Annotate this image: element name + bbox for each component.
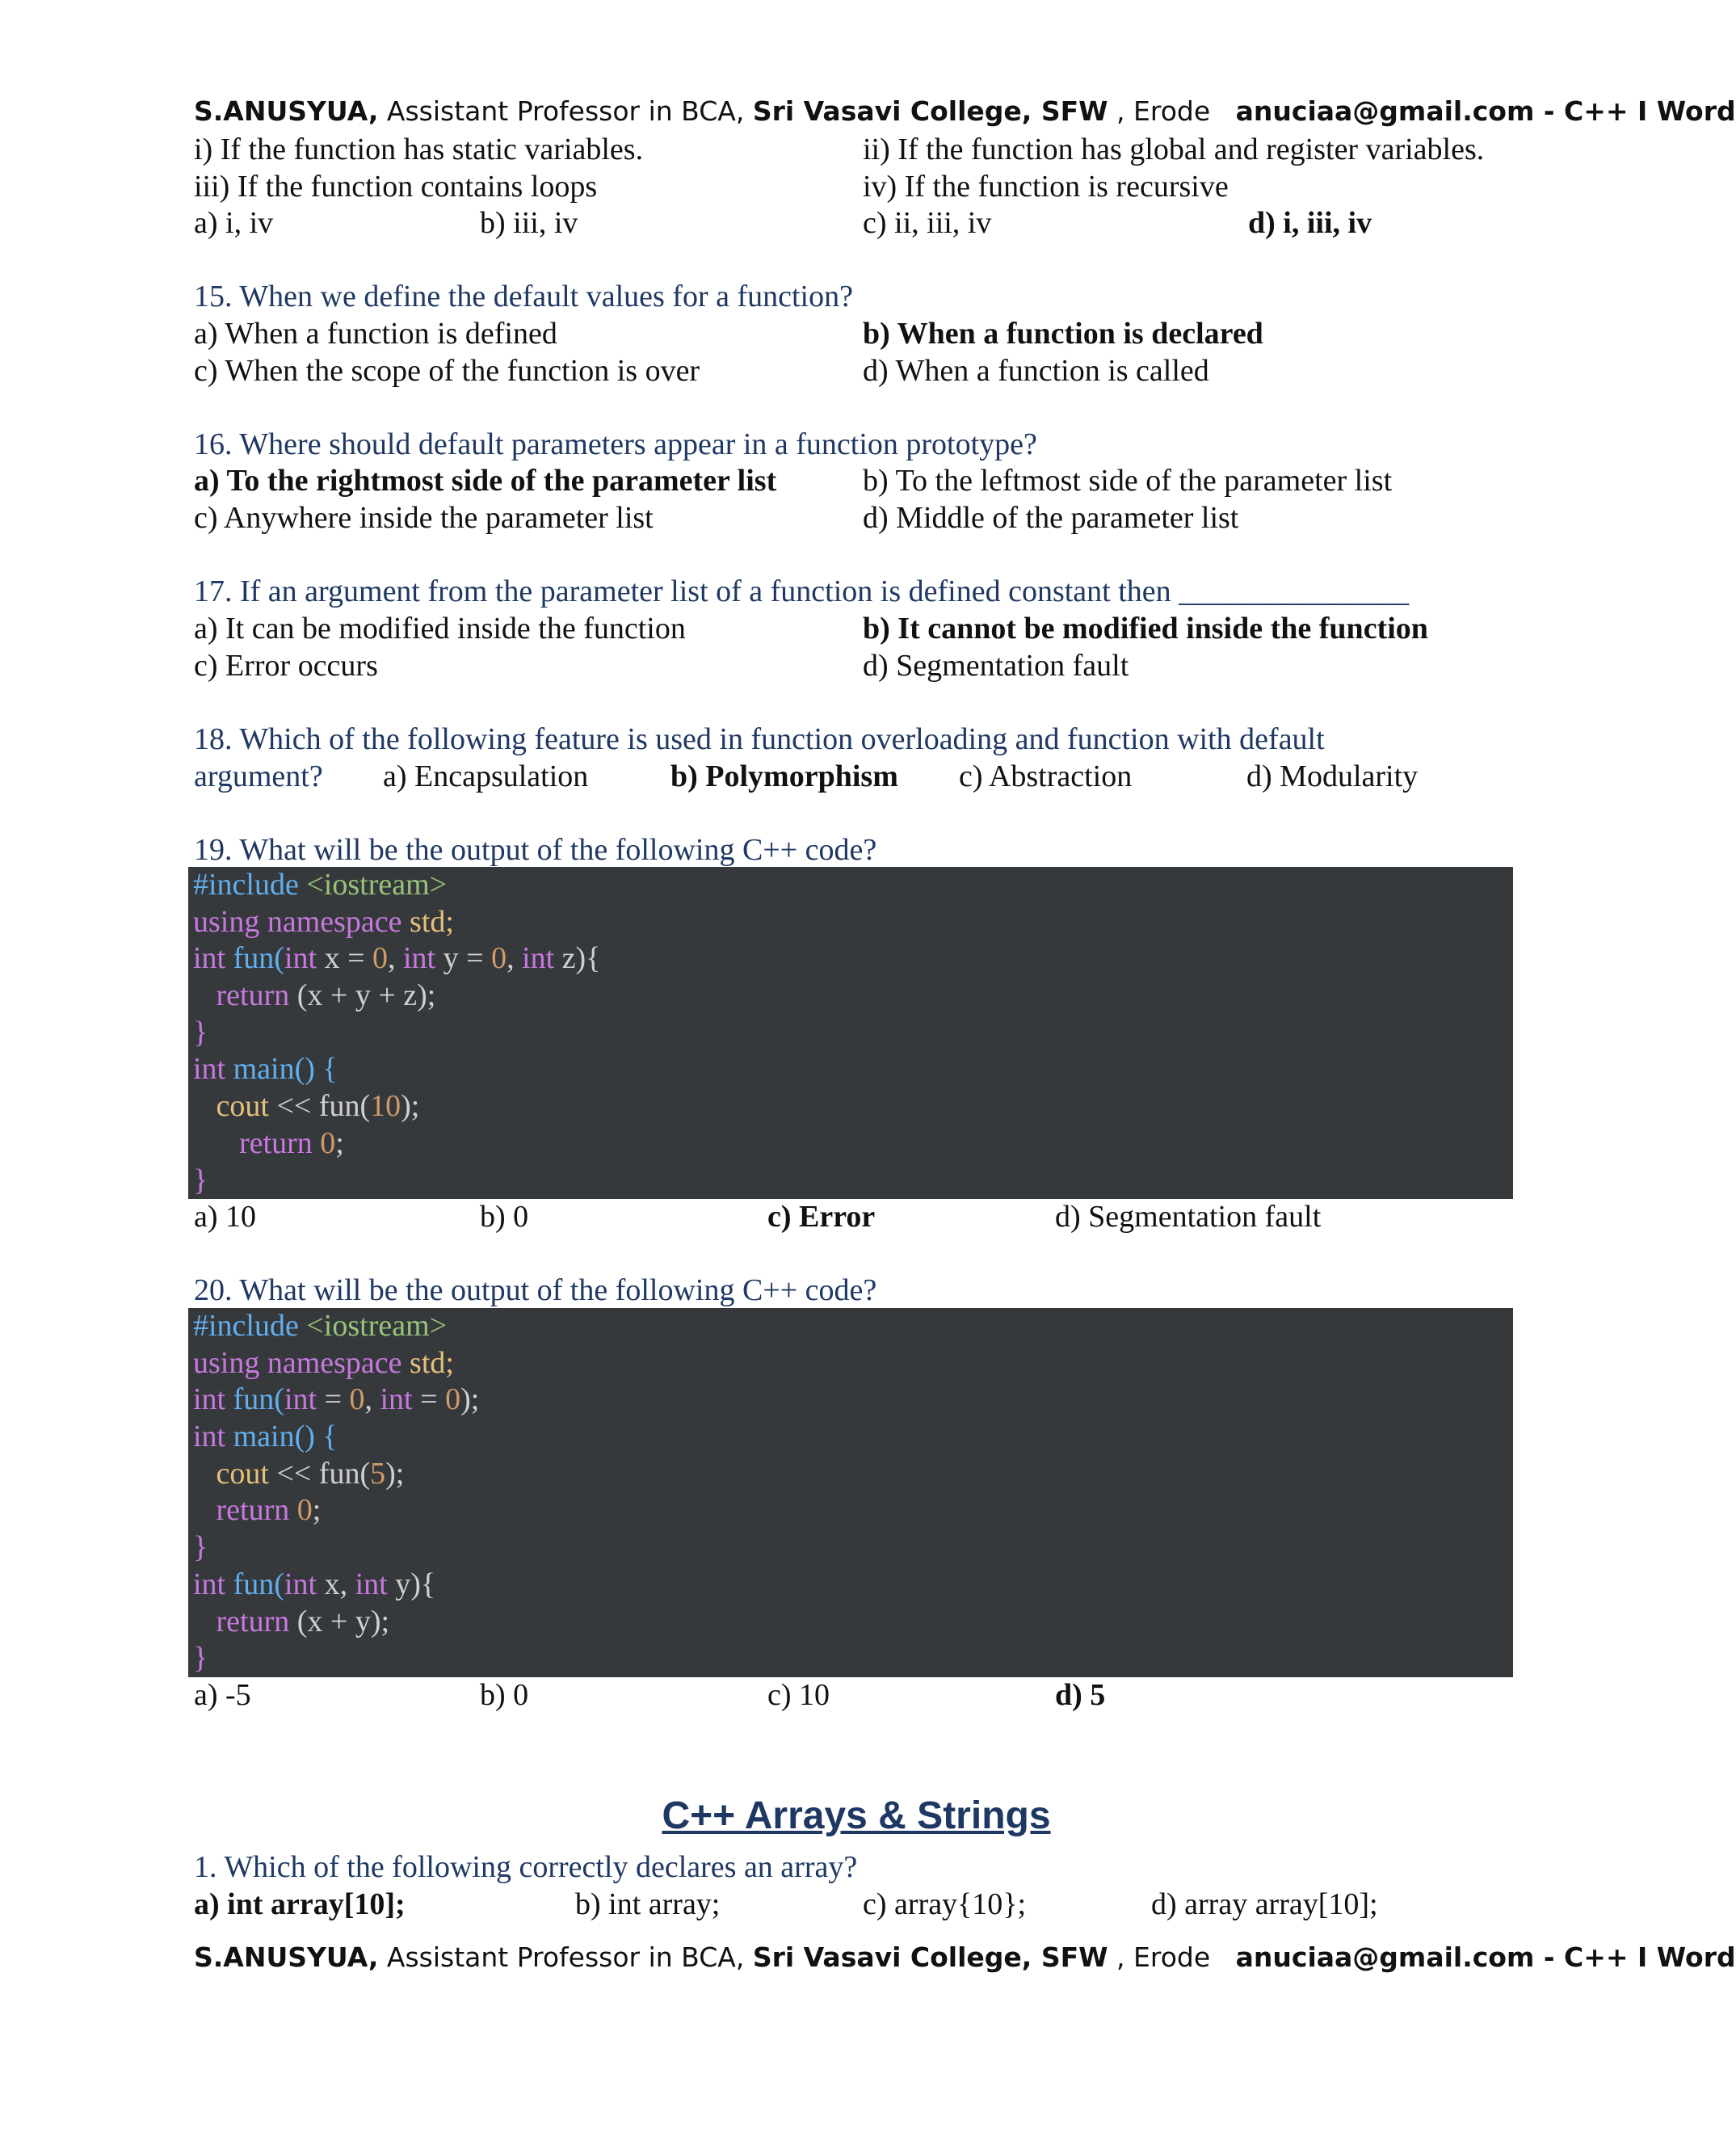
code-line: } [193,1641,208,1676]
arrays-q1-option-a-answer: a) int array[10]; [194,1887,406,1921]
q17-option-d: d) Segmentation fault [863,649,1129,683]
q17-option-a: a) It can be modified inside the function [194,612,686,646]
q20-code-block [188,1308,1513,1677]
q18-option-d: d) Modularity [1246,759,1419,793]
arrays-q1-option-d: d) array array[10]; [1151,1887,1378,1921]
q19-code-block [188,867,1513,1199]
q16-option-a-answer: a) To the rightmost side of the parameter list [194,464,777,498]
code-line: return 0; [193,1493,322,1528]
q18-question-line-1: 18. Which of the following feature is used in function overloading and function with default [194,722,1325,756]
page-header [194,95,1736,134]
q20-option-a: a) -5 [194,1678,251,1712]
q14-option-a: a) i, iv [194,206,274,240]
q20-option-d-answer: d) 5 [1055,1678,1106,1712]
header-place: , Erode [1108,95,1211,127]
footer-place: , Erode [1108,1941,1211,1973]
code-line: return (x + y + z); [193,978,436,1013]
q18-option-c: c) Abstraction [959,759,1133,793]
header-author: S.ANUSYUA, [194,95,379,127]
footer-contact: anuciaa@gmail.com - C++ I Word [1235,1941,1736,1973]
code-line: #include <iostream> [193,868,448,902]
q16-option-d: d) Middle of the parameter list [863,501,1239,535]
q18-option-a: a) Encapsulation [383,759,589,793]
q14-statement-2: ii) If the function has global and register variables. [863,132,1485,166]
q16-option-b: b) To the leftmost side of the parameter list [863,464,1393,498]
q18-option-b-answer: b) Polymorphism [670,759,898,793]
q20-option-b: b) 0 [480,1678,529,1712]
code-line: #include <iostream> [193,1309,448,1343]
q14-statement-3: iii) If the function contains loops [194,170,598,204]
q18-question-line-2: argument? [194,759,323,793]
footer-role: Assistant Professor in BCA, [378,1941,753,1973]
section-heading: C++ Arrays & Strings [662,1794,1051,1837]
q19-question: 19. What will be the output of the following C++ code? [194,833,877,867]
code-line: return (x + y); [193,1604,390,1638]
code-line: cout << fun(5); [193,1456,405,1491]
q20-option-c: c) 10 [767,1678,830,1712]
code-line: } [193,1530,208,1565]
code-line: using namespace std; [193,904,454,939]
header-role: Assistant Professor in BCA, [378,95,753,127]
code-line: cout << fun(10); [193,1089,420,1124]
q14-statement-4: iv) If the function is recursive [863,170,1229,204]
code-line: } [193,1163,208,1197]
q15-option-c: c) When the scope of the function is over [194,354,700,388]
q16-option-c: c) Anywhere inside the parameter list [194,501,654,535]
code-line: } [193,1015,208,1049]
q17-question: 17. If an argument from the parameter list of a function is defined constant then _______________ [194,574,1410,608]
q15-option-b-answer: b) When a function is declared [863,317,1263,351]
header-college: Sri Vasavi College, SFW [752,95,1108,127]
q14-option-d-answer: d) i, iii, iv [1248,206,1372,240]
code-line: return 0; [193,1125,344,1160]
footer-college: Sri Vasavi College, SFW [752,1941,1108,1973]
q17-option-b-answer: b) It cannot be modified inside the function [863,612,1428,646]
q16-question: 16. Where should default parameters appear in a function prototype? [194,427,1037,461]
arrays-q1-option-b: b) int array; [575,1887,721,1921]
q14-option-b: b) iii, iv [480,206,578,240]
footer-author: S.ANUSYUA, [194,1941,379,1973]
q15-option-a: a) When a function is defined [194,317,557,351]
code-line: int fun(int x, int y){ [193,1567,436,1601]
q19-option-d: d) Segmentation fault [1055,1200,1322,1234]
q14-statement-1: i) If the function has static variables. [194,132,644,166]
q19-option-b: b) 0 [480,1200,529,1234]
q20-question: 20. What will be the output of the following C++ code? [194,1273,877,1307]
code-line: int main() { [193,1420,338,1454]
q14-option-c: c) ii, iii, iv [863,206,992,240]
q15-question: 15. When we define the default values for a function? [194,280,853,313]
page-footer [194,1941,1736,1980]
code-line: int fun(int = 0, int = 0); [193,1382,480,1417]
code-line: int fun(int x = 0, int y = 0, int z){ [193,941,601,976]
q19-option-a: a) 10 [194,1200,257,1234]
header-contact: anuciaa@gmail.com - C++ I Word [1235,95,1736,127]
q17-option-c: c) Error occurs [194,649,378,683]
q19-option-c-answer: c) Error [767,1200,876,1234]
arrays-q1-option-c: c) array{10}; [863,1887,1027,1921]
arrays-q1-question: 1. Which of the following correctly declares an array? [194,1850,858,1884]
q15-option-d: d) When a function is called [863,354,1209,388]
code-line: using namespace std; [193,1345,454,1380]
code-line: int main() { [193,1052,338,1087]
